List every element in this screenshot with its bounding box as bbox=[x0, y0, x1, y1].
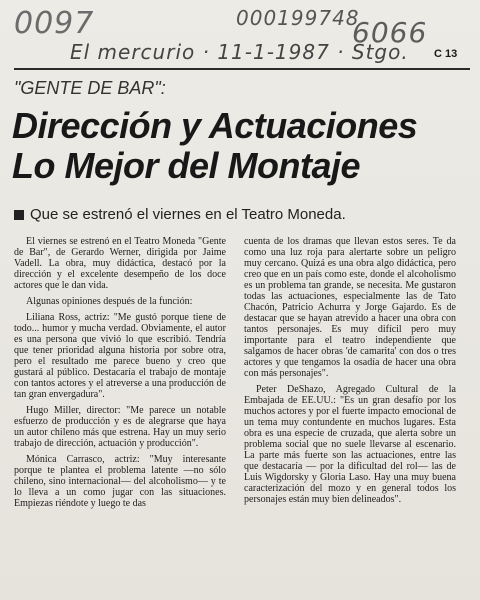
handwritten-archive-number: 0097 bbox=[14, 6, 95, 41]
article-subhead bbox=[14, 206, 346, 223]
handwritten-source-date: El mercurio · 11-1-1987 · Stgo. bbox=[70, 40, 409, 64]
paragraph: cuenta de los dramas que llevan estos seres. Te da como una luz roja para alertarte sobre un peligro muy cercano. Quizá es una obra algo didáctica, pero creo que en un país como este, donde el alcoholismo es un problema tan grande, se necesita. Me gustaron todas las actuaciones, especialmente las de Tato Chacón, Patricio Achurra y Jorge Gajardo. Es de destacar que se hayan atrevido a hacer una obra con tantos personajes. Es muy difícil pero muy importante para el teatro independiente que salgamos de hacer obras 'de camarita' con dos o tres actores y que tengamos la osadía de hacer una obra con más personajes". bbox=[244, 236, 456, 379]
handwritten-record-id: 000199748 bbox=[236, 6, 360, 30]
handwritten-folder-number: 6066 bbox=[352, 16, 428, 49]
headline-line-2: Lo Mejor del Montaje bbox=[12, 145, 361, 186]
paragraph: Peter DeShazo, Agregado Cultural de la Embajada de EE.UU.: "Es un gran desafío por los muchos actores y por el fuerte impacto emocional de un tema muy contundente en muchos lugares. Esta obra es una especie de cruzada, que alerta sobre un problema social que no suele llevarse al escenario. La parte más fuerte son las actuaciones, entre las que destacaría — por la dificultad del rol— las de Luis Wigdorsky y Gloria Laso. Hay una muy buena caracterización del mozo y en general todos los personajes están muy bien delineados". bbox=[244, 384, 456, 505]
article-column-2 bbox=[244, 236, 456, 510]
paragraph: Liliana Ross, actriz: "Me gustó porque tiene de todo... humor y mucha verdad. Obviamente, el autor es una persona que vivió lo que escribió. Tendría que tener prioridad alguna historia por sobre otra, pero el resultado me parece bueno y creo que gustará al público. Destacaría el trabajo de montaje con tantos actores y el atreverse a una producción de tan gran envergadura". bbox=[14, 312, 226, 400]
article-column-1 bbox=[14, 236, 226, 514]
article-kicker: "GENTE DE BAR": bbox=[14, 78, 166, 98]
article-headline bbox=[12, 106, 472, 186]
paragraph: Hugo Miller, director: "Me parece un notable esfuerzo de producción y es de alegrarse que haya un autor chileno más que estrena. Hay un muy serio trabajo de dirección, actuación y producción". bbox=[14, 405, 226, 449]
page-code: C 13 bbox=[434, 48, 458, 60]
paragraph: Mónica Carrasco, actriz: "Muy interesante porque te plantea el problema latente —no sólo chileno, sino internacional— del alcoholismo— y te lo lleva a un como jugar con las situaciones. Empiezas riéndote y luego te das bbox=[14, 454, 226, 509]
header-rule bbox=[14, 68, 470, 70]
paragraph: Algunas opiniones después de la función: bbox=[26, 296, 193, 307]
subhead-text: Que se estrenó el viernes en el Teatro Moneda. bbox=[30, 206, 346, 223]
headline-line-1: Dirección y Actuaciones bbox=[12, 105, 418, 146]
bullet-square-icon bbox=[14, 210, 24, 220]
paragraph: El viernes se estrenó en el Teatro Moneda "Gente de Bar", de Gerardo Werner, dirigida por Jaime Vadell. La obra, muy didáctica, destacó por la dirección y el excelente desempeño de los doce actores que le dan vida. bbox=[14, 236, 226, 291]
